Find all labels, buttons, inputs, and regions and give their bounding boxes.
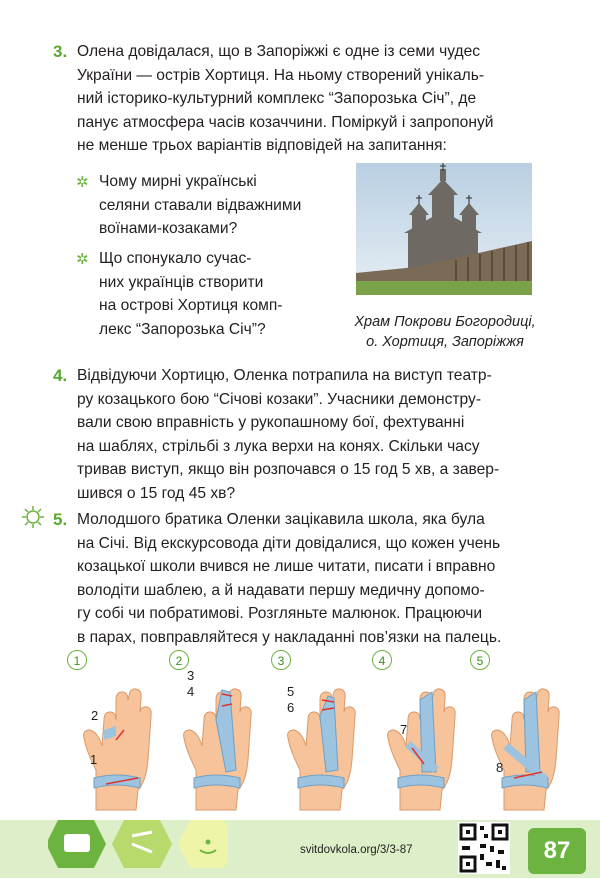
- qr-code-icon: [458, 822, 510, 874]
- task-5-number: 5.: [53, 510, 68, 529]
- text-line: них українців створити: [99, 273, 264, 291]
- sun-bullet-icon: ✲: [76, 251, 89, 268]
- arrow-label: 1: [90, 752, 98, 767]
- step-4-hand: [388, 689, 456, 810]
- text-line: гу собі чи побратимові. Розгляньте малюнок. Працюючи: [77, 605, 483, 622]
- text-line: ний історико-культурний комплекс “Запорозька Січ”, де: [77, 90, 477, 107]
- arrow-label: 7: [400, 722, 408, 737]
- question-2: [99, 247, 339, 341]
- step-number: 3: [271, 650, 291, 670]
- footer-icons: [48, 808, 228, 870]
- page-number: 87: [528, 828, 586, 874]
- text-line: вали свою вправність у рукопашному бої, фехтуванні: [77, 414, 465, 431]
- task-4-text: [77, 364, 545, 505]
- text-line: Чому мирні українські: [99, 173, 257, 190]
- arrow-label: 8: [496, 760, 504, 775]
- text-line: на шаблях, стрільбі з лука верхи на конях. Скільки часу: [77, 437, 480, 455]
- step-number: 1: [67, 650, 87, 670]
- text-line: козацької школи вчився не лише читати, писати і вправно: [77, 558, 496, 575]
- step-number: 2: [169, 650, 189, 670]
- step-number: 5: [470, 650, 490, 670]
- teamwork-icon: [20, 506, 46, 533]
- caption-line: о. Хортиця, Запоріжжя: [366, 334, 524, 350]
- text-line: шився о 15 год 45 хв?: [77, 484, 236, 502]
- step-2-hand: [184, 689, 252, 810]
- text-line: Відвідуючи Хортицю, Оленка потрапила на виступ театр-: [77, 367, 492, 384]
- arrow-label: 2: [91, 708, 99, 723]
- task-3-text: [77, 40, 545, 158]
- text-line: на острові Хортиця комп-: [99, 297, 283, 314]
- photo-caption: [330, 312, 560, 352]
- arrow-label: 5: [287, 684, 295, 699]
- arrow-label: 4: [187, 684, 195, 699]
- task-5-text: [77, 508, 545, 649]
- text-line: лекс “Запорозька Січ”?: [99, 320, 266, 338]
- text-line: в парах, повправляйтеся у накладанні пов’язки на палець.: [77, 628, 502, 646]
- text-line: не менше трьох варіантів відповідей на запитання:: [77, 137, 447, 154]
- caption-line: Храм Покрови Богородиці,: [354, 314, 536, 330]
- bandage-steps-illustration: [40, 648, 560, 820]
- sun-bullet-icon: ✲: [76, 174, 89, 191]
- text-line: на Січі. Від екскурсовода діти довідалися, що кожен учень: [77, 534, 501, 552]
- step-5-hand: [492, 689, 560, 810]
- church-photo: [356, 163, 532, 295]
- text-line: Молодшого братика Оленки зацікавила школа, яка була: [77, 511, 485, 528]
- task-4-number: 4.: [53, 366, 68, 385]
- arrow-label: 3: [187, 668, 195, 683]
- step-number: 4: [372, 650, 392, 670]
- text-line: ру козацького бою “Січові козаки”. Учасники демонстру-: [77, 390, 482, 408]
- question-1: [99, 170, 339, 241]
- text-line: воїнами-козаками?: [99, 220, 238, 237]
- task-3-number: 3.: [53, 42, 68, 61]
- text-line: Що спонукало сучас-: [99, 250, 252, 267]
- text-line: панує атмосфера часів козаччини. Поміркуй і запропонуй: [77, 113, 494, 131]
- footer-url[interactable]: svitdovkola.org/3/3-87: [300, 844, 413, 856]
- text-line: тривав виступ, якщо він розпочався о 15 год 5 хв, а завер-: [77, 461, 500, 478]
- arrow-label: 6: [287, 700, 295, 715]
- text-line: селяни ставали відважними: [99, 196, 302, 214]
- text-line: України — острів Хортиця. На ньому створений унікаль-: [77, 66, 485, 84]
- text-line: володіти шаблею, а й надавати першу медичну допомо-: [77, 581, 485, 599]
- step-3-hand: [288, 689, 356, 810]
- text-line: Олена довідалася, що в Запоріжжі є одне із семи чудес: [77, 43, 481, 60]
